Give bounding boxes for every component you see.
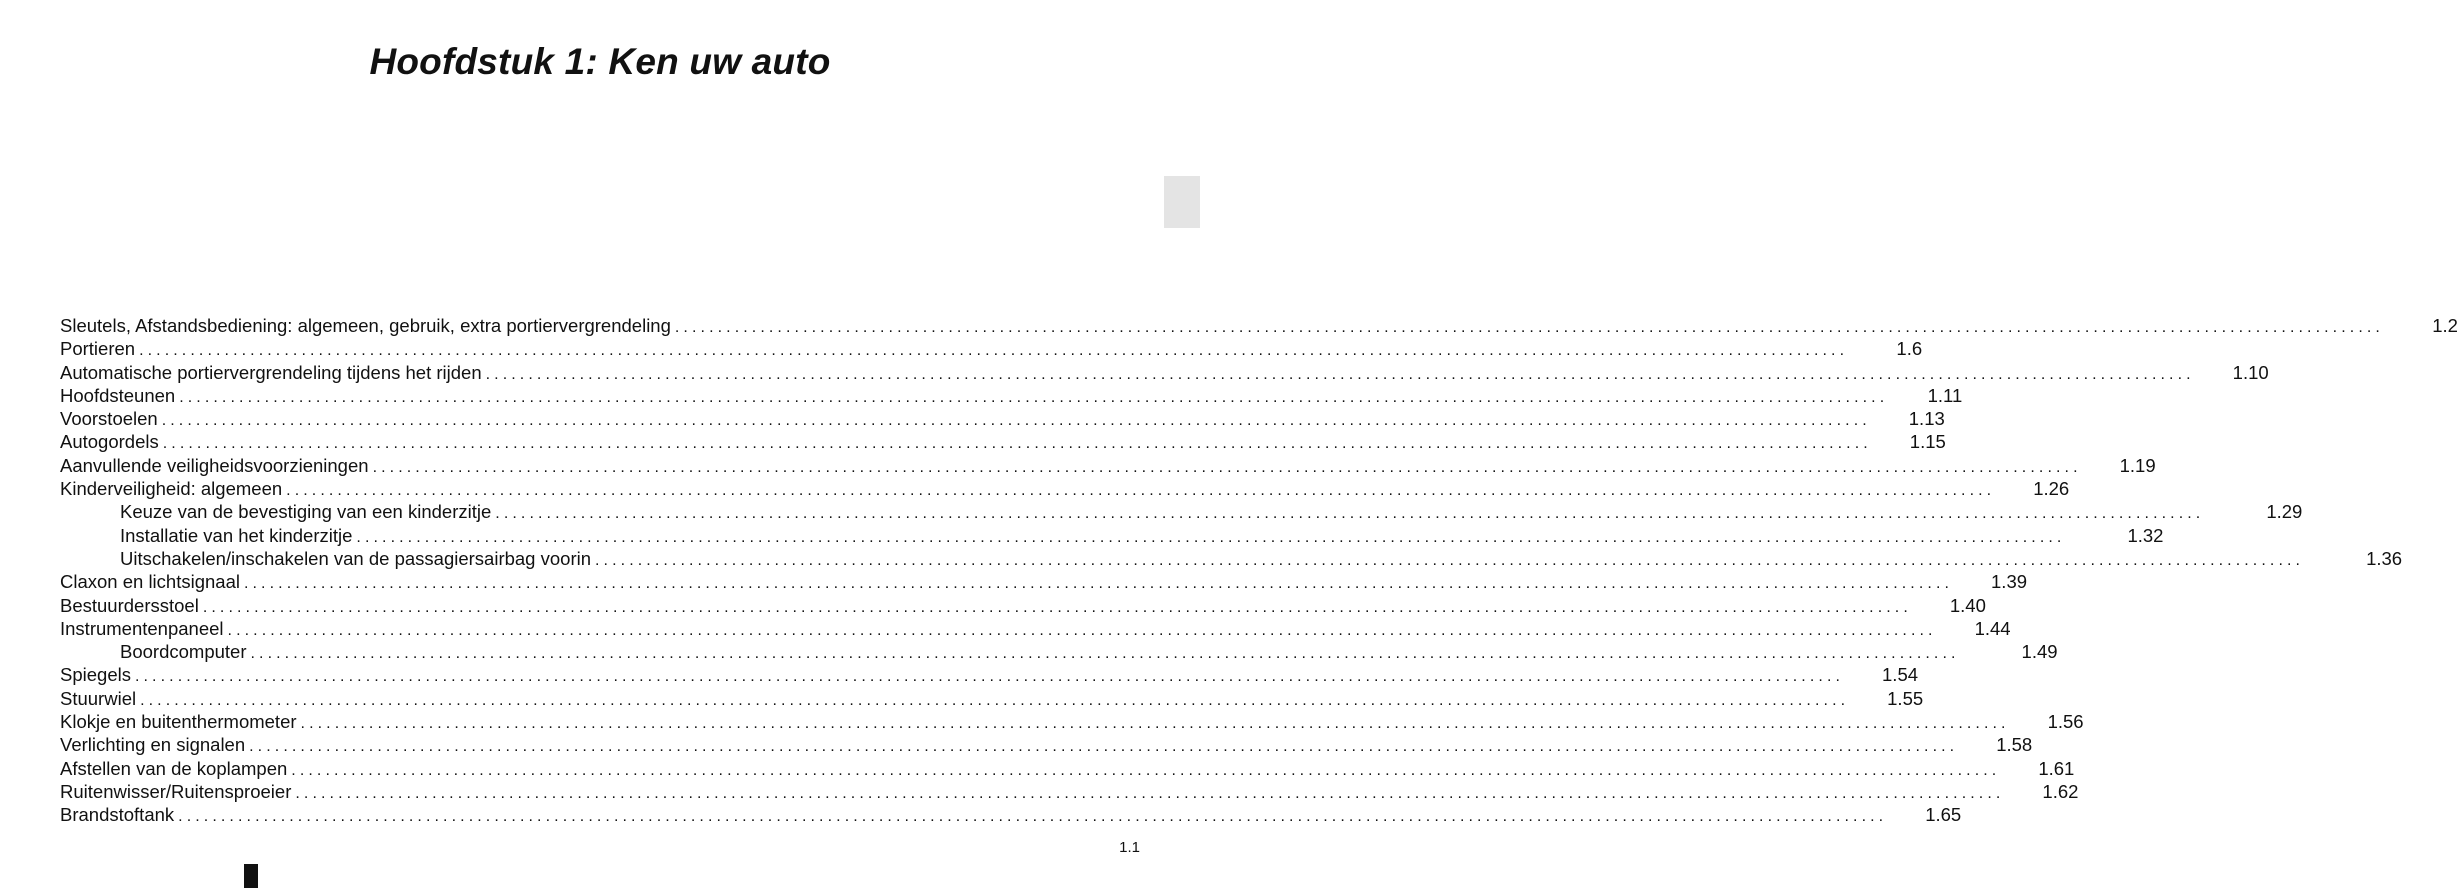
toc-entry-label: Ruitenwisser/Ruitensproeier (60, 780, 292, 802)
toc-entry (60, 663, 1919, 686)
toc-entry-label: Kinderveiligheid: algemeen (60, 478, 283, 500)
toc-leader-dots: ........................................................................................................................................................................................................ (674, 319, 2384, 336)
toc-entry (60, 430, 1946, 453)
toc-leader-dots: ........................................................................................................................................................................................................ (356, 528, 2066, 546)
toc-entry-page: 1.32 (2127, 524, 2164, 546)
toc-entry-page: 1.61 (2038, 757, 2075, 779)
toc-entry-page: 1.13 (1908, 408, 1945, 430)
toc-entry-label: Sleutels, Afstandsbediening: algemeen, gebruik, extra portiervergrendeling (60, 315, 671, 336)
toc-leader-dots: ........................................................................................................................................................................................................ (300, 715, 2010, 733)
toc-entry-page: 1.11 (1927, 384, 1963, 406)
toc-entry-label: Brandstoftank (60, 804, 175, 826)
toc-leader-dots: ........................................................................................................................................................................................................ (250, 645, 1960, 663)
toc-entry-label: Portieren (60, 338, 136, 360)
toc-entry (60, 757, 2075, 780)
toc-entry (60, 314, 2458, 337)
toc-entry (60, 454, 2156, 477)
toc-entry (60, 803, 1962, 826)
toc-subentry (60, 547, 2403, 570)
toc-entry-label: Autogordels (60, 431, 159, 453)
toc-entry (60, 617, 2011, 640)
toc-entry-label: Spiegels (60, 664, 131, 686)
toc-entry-page: 1.10 (2232, 361, 2269, 383)
toc-entry-label: Verlichting en signalen (60, 734, 246, 756)
toc-entry-label: Stuurwiel (60, 687, 137, 709)
chapter-tab-marker (1164, 176, 1200, 228)
toc-entry-label: Instrumentenpaneel (60, 617, 224, 639)
toc-leader-dots: ........................................................................................................................................................................................................ (178, 808, 1888, 826)
toc-leader-dots: ........................................................................................................................................................................................................ (243, 575, 1954, 593)
toc-entry-label: Klokje en buitenthermometer (60, 711, 297, 733)
toc-entry-label: Uitschakelen/inschakelen van de passagiersairbag voorin (120, 547, 592, 569)
toc-entry-page: 1.6 (1896, 338, 1923, 360)
toc-subentry (60, 500, 2303, 523)
toc-entry-label: Voorstoelen (60, 408, 158, 430)
toc-entry-page: 1.55 (1887, 687, 1924, 709)
toc-entry-page: 1.26 (2033, 478, 2070, 500)
toc-entry (60, 337, 1923, 360)
toc-entry (60, 710, 2084, 733)
toc-entry-page: 1.56 (2047, 711, 2084, 733)
chapter-title: Hoofdstuk 1: Ken uw auto (369, 40, 831, 82)
toc-leader-dots: ........................................................................................................................................................................................................ (286, 482, 1996, 500)
toc-entry (60, 477, 2070, 500)
page-number: 1.1 (1119, 839, 1140, 856)
toc-entry-page: 1.15 (1909, 431, 1946, 453)
toc-entry-page: 1.39 (1991, 571, 2028, 593)
toc-entry-page: 1.65 (1925, 804, 1962, 826)
toc-leader-dots: ........................................................................................................................................................................................................ (495, 505, 2205, 523)
toc-entry-page: 1.36 (2366, 547, 2403, 569)
toc-entry (60, 361, 2269, 384)
toc-leader-dots: ........................................................................................................................................................................................................ (134, 668, 1845, 686)
toc-entry-label: Aanvullende veiligheidsvoorzieningen (60, 454, 369, 476)
toc-entry (60, 407, 1945, 430)
toc-subentry (60, 640, 2058, 663)
toc-leader-dots: ........................................................................................................................................................................................................ (139, 342, 1849, 360)
toc-leader-dots: ........................................................................................................................................................................................................ (485, 365, 2195, 383)
toc-leader-dots: ........................................................................................................................................................................................................ (291, 761, 2001, 779)
toc-entry-label: Claxon en lichtsignaal (60, 571, 240, 593)
toc-leader-dots: ........................................................................................................................................................................................................ (161, 412, 1871, 430)
toc-entry-label: Installatie van het kinderzitje (120, 524, 353, 546)
toc-leader-dots: ........................................................................................................................................................................................................ (595, 551, 2305, 569)
toc-entry-page: 1.62 (2042, 780, 2079, 802)
toc-entry-page: 1.58 (1996, 734, 2033, 756)
toc-entry (60, 687, 1924, 710)
print-mark (244, 864, 258, 888)
toc-subentry (60, 524, 2164, 547)
toc-entry-label: Hoofdsteunen (60, 384, 176, 406)
toc-entry (60, 780, 2079, 803)
toc-leader-dots: ........................................................................................................................................................................................................ (372, 458, 2082, 476)
toc-entry (60, 733, 2033, 756)
toc-leader-dots: ........................................................................................................................................................................................................ (162, 435, 1872, 453)
toc-leader-dots: ........................................................................................................................................................................................................ (179, 388, 1889, 406)
toc-entry-label: Afstellen van de koplampen (60, 757, 288, 779)
toc-entry-page: 1.40 (1949, 594, 1986, 616)
toc-entry (60, 384, 1963, 407)
toc-entry-label: Boordcomputer (120, 641, 247, 663)
toc-entry (60, 570, 2028, 593)
toc-entry-page: 1.2 (2432, 315, 2458, 336)
toc-entry-page: 1.49 (2021, 641, 2058, 663)
toc-entry-page: 1.19 (2119, 454, 2156, 476)
toc-entry-page: 1.44 (1974, 617, 2011, 639)
toc-entry-label: Bestuurdersstoel (60, 594, 199, 616)
toc-leader-dots: ........................................................................................................................................................................................................ (202, 598, 1912, 616)
toc-leader-dots: ........................................................................................................................................................................................................ (140, 691, 1850, 709)
toc-entry (60, 594, 1986, 617)
toc-entry-label: Keuze van de bevestiging van een kinderzitje (120, 501, 492, 523)
toc-entry-page: 1.54 (1882, 664, 1919, 686)
toc-leader-dots: ........................................................................................................................................................................................................ (227, 621, 1937, 639)
toc-leader-dots: ........................................................................................................................................................................................................ (295, 784, 2005, 802)
toc-entry-page: 1.29 (2266, 501, 2303, 523)
toc-leader-dots: ........................................................................................................................................................................................................ (249, 738, 1959, 756)
toc-entry-label: Automatische portiervergrendeling tijdens het rijden (60, 361, 482, 383)
table-of-contents (60, 314, 2458, 827)
